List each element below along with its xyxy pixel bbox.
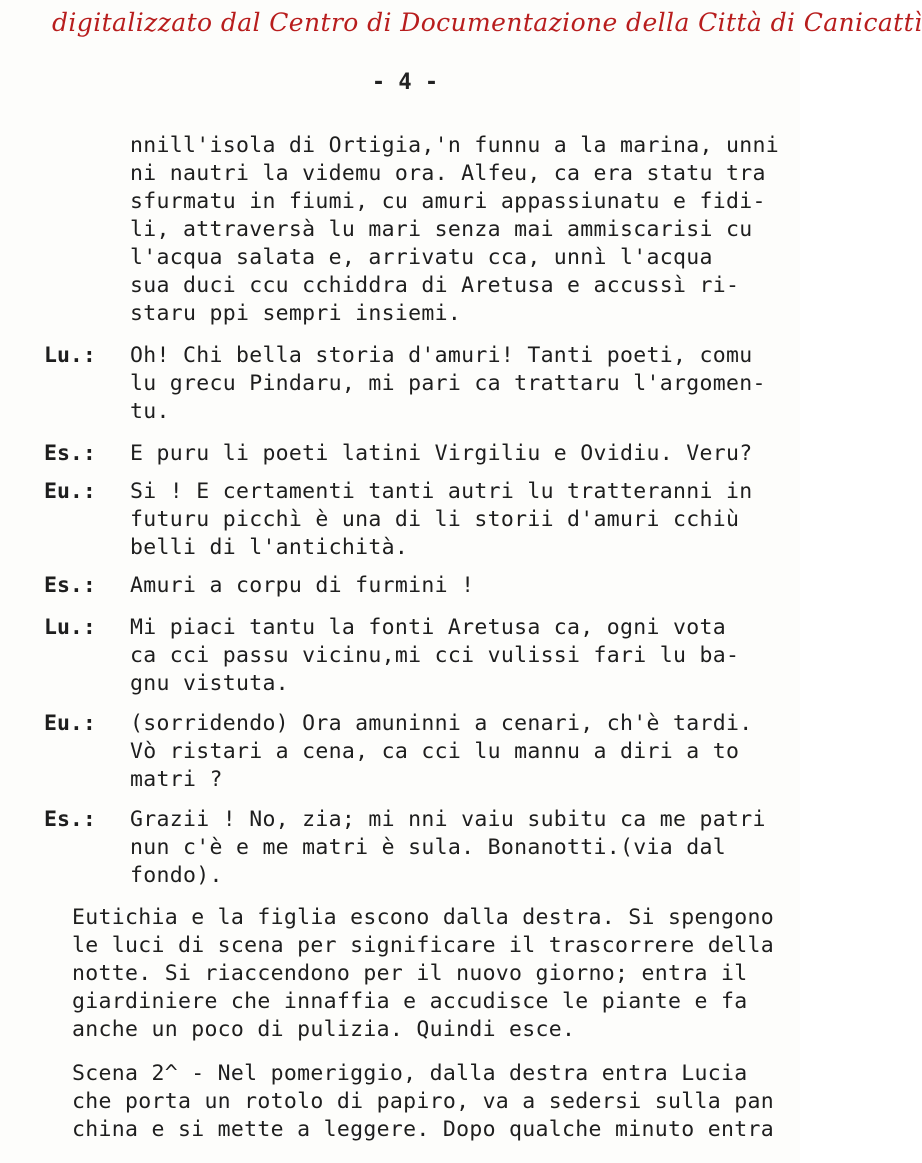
speaker-label: Es.:: [44, 573, 96, 598]
dialogue-line: ca cci passu vicinu,mi cci vulissi fari lu ba-: [130, 643, 740, 668]
dialogue-line: lu grecu Pindaru, mi pari ca trattaru l'argomen-: [130, 371, 766, 396]
speaker-label: Lu.:: [44, 343, 96, 368]
intro-line-4: li, attraversà lu mari senza mai ammiscarisi cu: [130, 217, 753, 242]
dialogue-line: fondo).: [130, 863, 223, 888]
dialogue-line: nun c'è e me matri è sula. Bonanotti.(via dal: [130, 835, 726, 860]
stage-direction-line: anche un poco di pulizia. Quindi esce.: [72, 1017, 576, 1042]
dialogue-line: E puru li poeti latini Virgiliu e Ovidiu. Veru?: [130, 441, 753, 466]
intro-line-2: ni nautri la videmu ora. Alfeu, ca era statu tra: [130, 161, 766, 186]
dialogue-line: (sorridendo) Ora amuninni a cenari, ch'è tardi.: [130, 711, 753, 736]
intro-line-5: l'acqua salata e, arrivatu cca, unnì l'acqua: [130, 245, 713, 270]
scene-two-line: che porta un rotolo di papiro, va a sedersi sulla pan: [72, 1089, 774, 1114]
stage-direction-line: notte. Si riaccendono per il nuovo giorno; entra il: [72, 961, 748, 986]
intro-line-6: sua duci ccu cchiddra di Aretusa e accussì ri-: [130, 273, 740, 298]
intro-line-7: staru ppi sempri insiemi.: [130, 301, 462, 326]
dialogue-line: Amuri a corpu di furmini !: [130, 573, 475, 598]
scene-two-line: china e si mette a leggere. Dopo qualche minuto entra: [72, 1117, 774, 1142]
stage-direction-line: le luci di scena per significare il trascorrere della: [72, 933, 774, 958]
dialogue-line: gnu vistuta.: [130, 671, 289, 696]
dialogue-line: Oh! Chi bella storia d'amuri! Tanti poeti, comu: [130, 343, 753, 368]
dialogue-line: matri ?: [130, 767, 223, 792]
intro-line-1: nnill'isola di Ortigia,'n funnu a la marina, unni: [130, 133, 779, 158]
stage-direction-line: Eutichia e la figlia escono dalla destra. Si spengono: [72, 905, 774, 930]
speaker-label: Es.:: [44, 807, 96, 832]
watermark-text: digitalizzato dal Centro di Documentazione della Città di Canicattì: [52, 8, 922, 37]
dialogue-line: Vò ristari a cena, ca cci lu mannu a diri a to: [130, 739, 740, 764]
scene-two-line: Scena 2^ - Nel pomeriggio, dalla destra entra Lucia: [72, 1061, 748, 1086]
dialogue-line: Si ! E certamenti tanti autri lu tratteranni in: [130, 479, 753, 504]
page-number: - 4 -: [371, 70, 439, 95]
dialogue-line: belli di l'antichità.: [130, 535, 409, 560]
speaker-label: Eu.:: [44, 479, 96, 504]
speaker-label: Eu.:: [44, 711, 96, 736]
dialogue-line: tu.: [130, 399, 170, 424]
stage-direction-line: giardiniere che innaffia e accudisce le piante e fa: [72, 989, 748, 1014]
speaker-label: Es.:: [44, 441, 96, 466]
speaker-label: Lu.:: [44, 615, 96, 640]
dialogue-line: Grazii ! No, zia; mi nni vaiu subitu ca me patri: [130, 807, 766, 832]
dialogue-line: futuru picchì è una di li storii d'amuri cchiù: [130, 507, 740, 532]
intro-line-3: sfurmatu in fiumi, cu amuri appassiunatu e fidi-: [130, 189, 766, 214]
dialogue-line: Mi piaci tantu la fonti Aretusa ca, ogni vota: [130, 615, 726, 640]
